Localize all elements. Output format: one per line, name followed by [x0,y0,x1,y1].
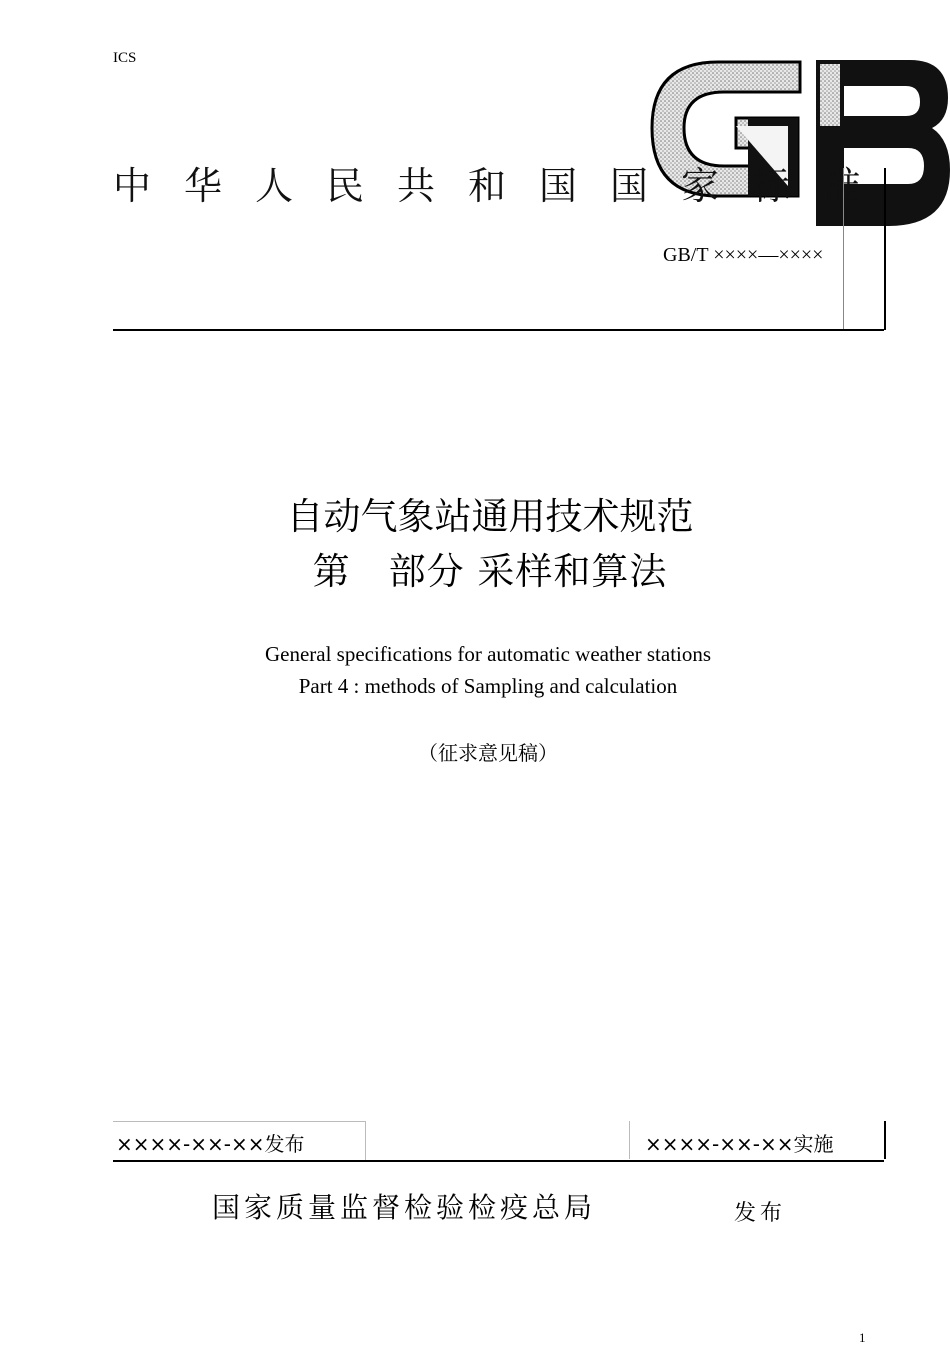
footer-rule [113,1160,884,1162]
header-rule [113,329,884,331]
title-zh-line1: 自动气象站通用技术规范 [286,495,694,538]
national-standard-title: 中华人民共和国国家标准 [113,164,895,208]
ics-label: ICS [113,50,137,66]
standard-number: GB/T ××××—×××× [663,244,824,266]
implement-date: ××××-××-××实施 [645,1132,834,1156]
issuer-name: 国家质量监督检验检疫总局 [212,1191,597,1224]
draft-note: （征求意见稿） [418,743,558,765]
publish-date: ××××-××-××发布 [116,1132,305,1156]
title-zh-line2: 第 部分 采样和算法 [312,550,668,593]
header-side-frame [843,168,886,330]
title-en-line2: Part 4 : methods of Sampling and calculation [298,674,678,698]
issue-label: 发布 [734,1201,787,1226]
page-number: 1 [859,1330,866,1345]
title-en-line1: General specifications for automatic weather stations [264,642,712,666]
